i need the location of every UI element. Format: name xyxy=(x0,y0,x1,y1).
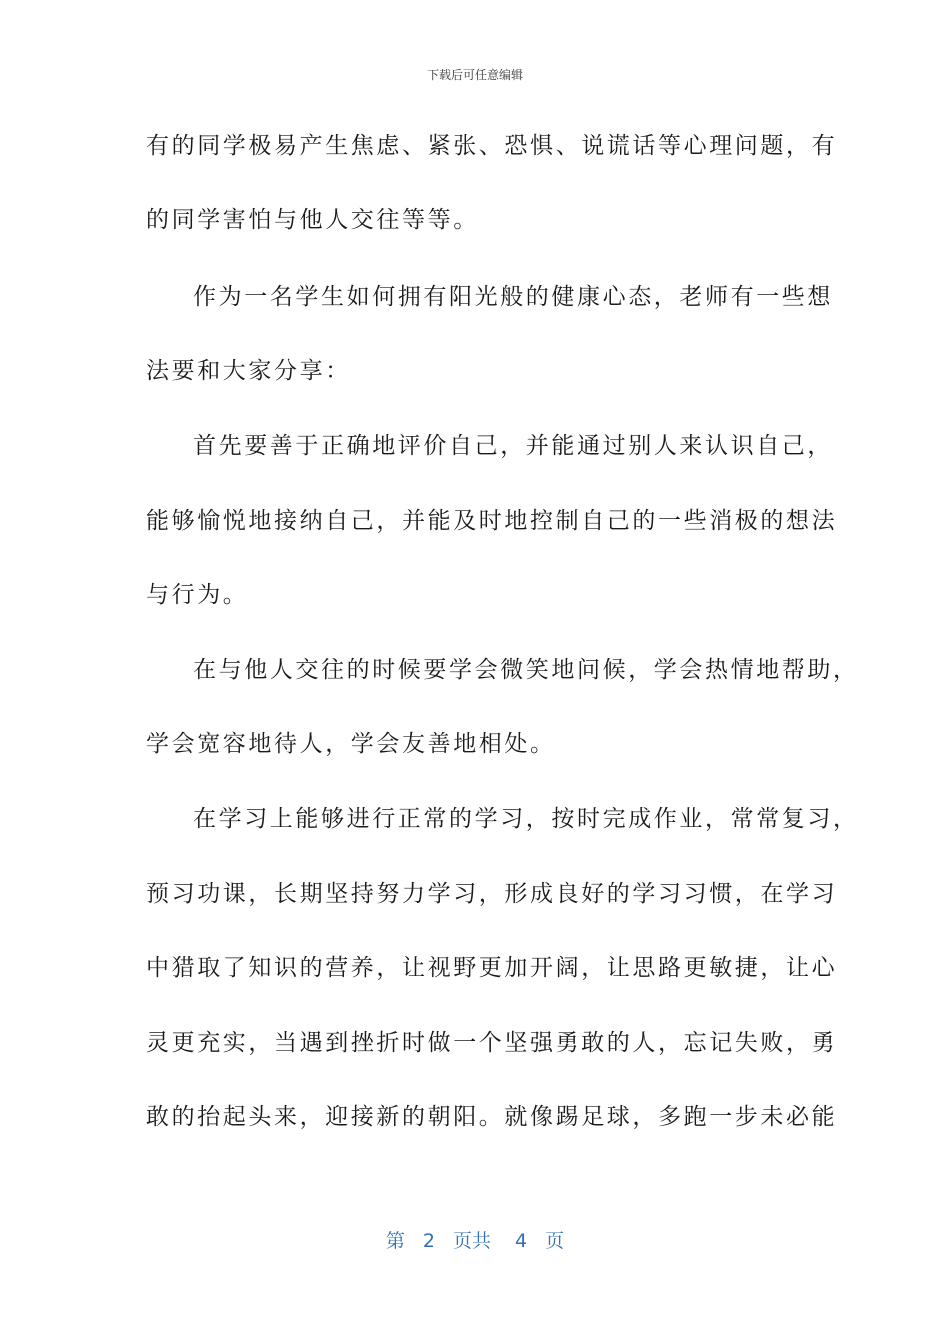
body-line: 与行为。 xyxy=(146,582,249,608)
footer-suffix: 页 xyxy=(545,1230,565,1252)
body-line: 能够愉悦地接纳自己，并能及时地控制自己的一些消极的想法 xyxy=(146,508,838,534)
body-line: 在学习上能够进行正常的学习，按时完成作业，常常复习， xyxy=(193,806,859,832)
body-line: 作为一名学生如何拥有阳光般的健康心态，老师有一些想 xyxy=(193,284,833,310)
body-line: 学会宽容地待人，学会友善地相处。 xyxy=(146,731,556,757)
body-line: 的同学害怕与他人交往等等。 xyxy=(146,207,479,233)
body-line: 法要和大家分享： xyxy=(146,358,351,384)
body-line: 灵更充实，当遇到挫折时做一个坚强勇敢的人，忘记失败，勇 xyxy=(146,1030,838,1056)
body-line: 中猎取了知识的营养，让视野更加开阔，让思路更敏捷，让心 xyxy=(146,955,838,981)
body-line: 预习功课，长期坚持努力学习，形成良好的学习习惯，在学习 xyxy=(146,881,838,907)
footer-prefix: 第 xyxy=(385,1230,405,1252)
body-line: 有的同学极易产生焦虑、紧张、恐惧、说谎话等心理问题，有 xyxy=(146,133,838,159)
page-header: 下载后可任意编辑 xyxy=(426,68,523,82)
footer-middle: 页共 xyxy=(452,1230,491,1252)
page-footer xyxy=(0,1226,950,1253)
body-line: 在与他人交往的时候要学会微笑地问候，学会热情地帮助， xyxy=(193,657,859,683)
footer-total-pages: 4 xyxy=(515,1230,528,1252)
body-line: 敢的抬起头来，迎接新的朝阳。就像踢足球，多跑一步未必能 xyxy=(146,1104,838,1130)
body-line: 首先要善于正确地评价自己，并能通过别人来认识自己， xyxy=(193,433,833,459)
footer-page-number: 2 xyxy=(422,1230,435,1252)
